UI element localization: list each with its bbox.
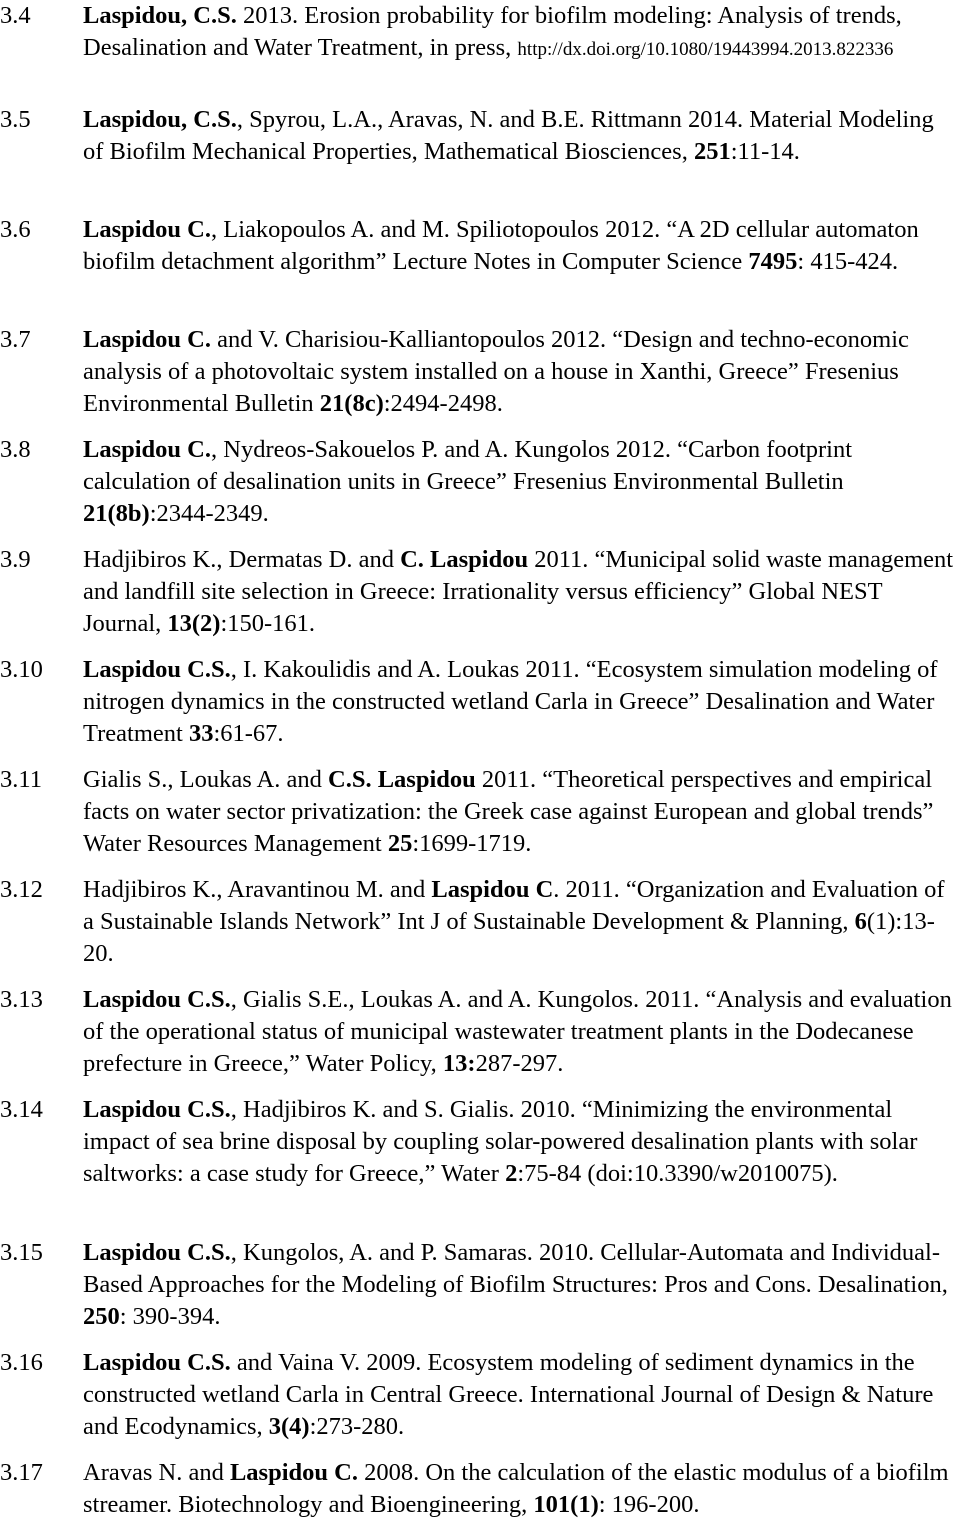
reference-segment: 2011. “Theoretical perspectives and empirical facts on water sector privatization: the Greek case against European and global trends” Water Resources Management [83, 766, 934, 857]
reference-number: 3.11 [0, 766, 42, 793]
reference-bold-segment: Laspidou C [431, 876, 554, 903]
reference-bold-segment: 13(2) [167, 610, 221, 637]
reference-bold-segment: 251 [693, 138, 731, 165]
reference-entry [0, 324, 960, 420]
reference-text [83, 1347, 958, 1443]
reference-text [83, 1237, 958, 1333]
reference-segment[interactable]: http://dx.doi.org/10.1080/19443994.2013.822336 [517, 39, 894, 60]
reference-bold-segment: Laspidou, C.S. [83, 2, 237, 29]
reference-number: 3.14 [0, 1096, 43, 1123]
reference-number: 3.9 [0, 546, 31, 573]
reference-segment: , Spyrou, L.A., Aravas, N. and B.E. Rittmann 2014. Material Modeling of Biofilm Mechanical Properties, Mathematical Biosciences, [83, 106, 934, 165]
reference-segment: , Gialis S.E., Loukas A. and A. Kungolos. 2011. “Analysis and evaluation of the operational status of municipal wastewater treatment plants in the Dodecanese prefecture in Greece,” Water Policy, [83, 986, 952, 1077]
reference-entry [0, 434, 960, 530]
reference-text [83, 764, 958, 860]
reference-segment: Hadjibiros K., Aravantinou M. and [83, 876, 432, 903]
reference-segment: 2008. On the calculation of the elastic modulus of a biofilm streamer. Biotechnology and Bioengineering, [83, 1459, 949, 1518]
reference-number: 3.17 [0, 1459, 43, 1486]
reference-number: 3.13 [0, 986, 43, 1013]
reference-segment: :2494-2498. [383, 390, 503, 417]
reference-bold-segment: Laspidou C.S. [83, 1096, 231, 1123]
reference-entry [0, 104, 960, 168]
reference-segment: Gialis S., Loukas A. and [83, 766, 328, 793]
reference-text [83, 434, 958, 530]
reference-bold-segment: C. Laspidou [400, 546, 529, 573]
reference-number: 3.7 [0, 326, 31, 353]
reference-segment: :1699-1719. [412, 830, 532, 857]
reference-segment: and Vaina V. 2009. Ecosystem modeling of sediment dynamics in the constructed wetland Carla in Central Greece. International Journal of Design & Nature and Ecodynamics, [83, 1349, 934, 1440]
reference-segment: 287-297. [475, 1050, 564, 1077]
reference-segment: :150-161. [220, 610, 316, 637]
reference-entry [0, 1237, 960, 1333]
reference-segment: : 196-200. [598, 1491, 700, 1518]
reference-number: 3.8 [0, 436, 31, 463]
reference-entry [0, 984, 960, 1080]
reference-bold-segment: 13: [442, 1050, 476, 1077]
reference-text [83, 214, 958, 278]
reference-segment: , Nydreos-Sakouelos P. and A. Kungolos 2012. “Carbon footprint calculation of desalination units in Greece” Fresenius Environmental Bulletin [83, 436, 853, 495]
reference-bold-segment: 6 [854, 908, 867, 935]
reference-bold-segment: Laspidou, C.S. [83, 106, 237, 133]
reference-text [83, 1094, 958, 1190]
reference-number: 3.12 [0, 876, 43, 903]
reference-entry [0, 654, 960, 750]
reference-text [83, 104, 958, 168]
reference-bold-segment: 7495 [748, 248, 798, 275]
reference-segment: 2011. “Municipal solid waste management and landfill site selection in Greece: Irrationality versus efficiency” Global NEST Journal, [83, 546, 954, 637]
reference-text [83, 874, 958, 970]
reference-number: 3.4 [0, 2, 31, 29]
reference-bold-segment: 250 [83, 1303, 120, 1330]
reference-entry [0, 1094, 960, 1190]
reference-number: 3.15 [0, 1239, 43, 1266]
reference-entry [0, 214, 960, 278]
reference-segment: Aravas N. and [83, 1459, 230, 1486]
reference-bold-segment: Laspidou C. [83, 326, 212, 353]
reference-entry [0, 544, 960, 640]
reference-segment: , Hadjibiros K. and S. Gialis. 2010. “Minimizing the environmental impact of sea brine disposal by coupling solar-powered desalination plants with solar saltworks: a case study for Greece,” Water [83, 1096, 918, 1187]
reference-number: 3.10 [0, 656, 43, 683]
reference-bold-segment: 3(4) [268, 1413, 310, 1440]
reference-segment: :11-14. [730, 138, 800, 165]
reference-segment: (1):13-20. [83, 908, 935, 967]
reference-bold-segment: 21(8c) [319, 390, 384, 417]
reference-bold-segment: 21(8b) [83, 500, 150, 527]
reference-segment: :75-84 (doi:10.3390/w2010075). [517, 1160, 838, 1187]
reference-segment: : 415-424. [797, 248, 899, 275]
reference-segment: . 2011. “Organization and Evaluation of a Sustainable Islands Network” Int J of Sustainable Development & Planning, [83, 876, 945, 935]
reference-bold-segment: 33 [188, 720, 214, 747]
reference-text [83, 984, 958, 1080]
reference-segment: :61-67. [213, 720, 284, 747]
reference-text [83, 654, 958, 750]
reference-bold-segment: Laspidou C. [83, 436, 212, 463]
reference-bold-segment: C.S. Laspidou [328, 766, 476, 793]
reference-bold-segment: Laspidou C. [229, 1459, 358, 1486]
reference-entry [0, 1347, 960, 1443]
reference-segment: :273-280. [309, 1413, 405, 1440]
reference-segment: , I. Kakoulidis and A. Loukas 2011. “Ecosystem simulation modeling of nitrogen dynamics in the constructed wetland Carla in Greece” Desalination and Water Treatment [83, 656, 938, 747]
reference-bold-segment: Laspidou C.S. [83, 1349, 231, 1376]
reference-entry [0, 1457, 960, 1521]
reference-text [83, 544, 958, 640]
reference-bold-segment: 25 [387, 830, 413, 857]
reference-segment: and V. Charisiou-Kalliantopoulos 2012. “Design and techno-economic analysis of a photovoltaic system installed on a house in Xanthi, Greece” Fresenius Environmental Bulletin [83, 326, 909, 417]
reference-entry [0, 764, 960, 860]
reference-bold-segment: 2 [505, 1160, 518, 1187]
reference-number: 3.5 [0, 106, 31, 133]
reference-bold-segment: Laspidou C.S. [83, 986, 231, 1013]
reference-segment: :2344-2349. [149, 500, 269, 527]
reference-number: 3.6 [0, 216, 31, 243]
reference-bold-segment: Laspidou C.S. [83, 656, 231, 683]
reference-bold-segment: Laspidou C.S. [83, 1239, 231, 1266]
reference-text [83, 0, 958, 66]
reference-segment: , Kungolos, A. and P. Samaras. 2010. Cellular-Automata and Individual-Based Approaches for the Modeling of Biofilm Structures: Pros and Cons. Desalination, [83, 1239, 948, 1298]
reference-entry [0, 874, 960, 970]
reference-segment: 2013. Erosion probability for biofilm modeling: Analysis of trends, Desalination and Water Treatment, in press, [83, 2, 902, 61]
reference-bold-segment: 101(1) [533, 1491, 599, 1518]
reference-text [83, 1457, 958, 1521]
reference-entry [0, 0, 960, 66]
reference-number: 3.16 [0, 1349, 43, 1376]
reference-text [83, 324, 958, 420]
reference-segment: Hadjibiros K., Dermatas D. and [83, 546, 401, 573]
reference-segment: : 390-394. [119, 1303, 221, 1330]
reference-segment: , Liakopoulos A. and M. Spiliotopoulos 2012. “A 2D cellular automaton biofilm detachment algorithm” Lecture Notes in Computer Science [83, 216, 919, 275]
reference-bold-segment: Laspidou C. [83, 216, 212, 243]
